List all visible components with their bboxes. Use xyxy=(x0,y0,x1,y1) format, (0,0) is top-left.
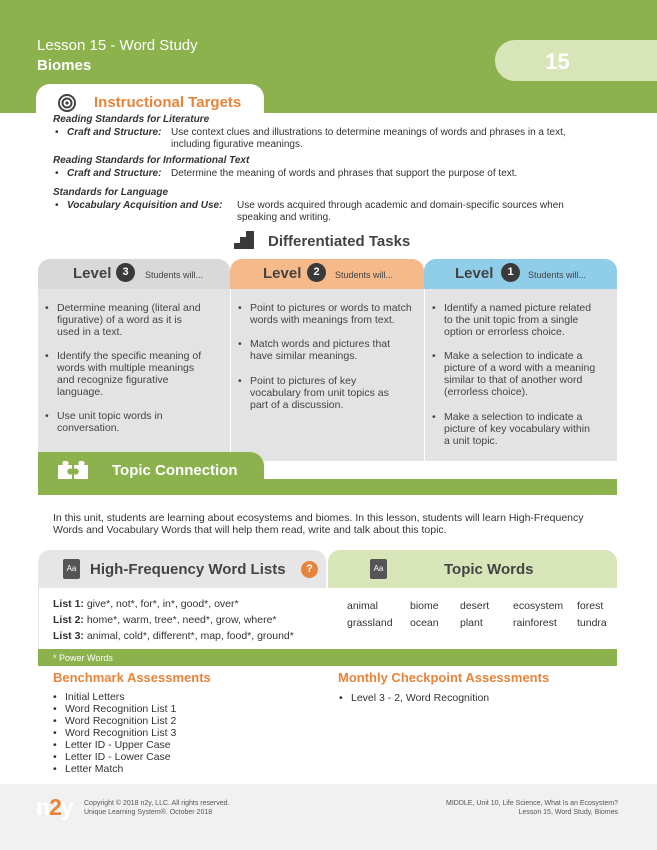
topic-word: grassland xyxy=(347,617,393,629)
benchmark-item: • Word Recognition List 2 xyxy=(53,715,177,727)
topic-word: forest xyxy=(577,600,604,612)
topic-word: animal xyxy=(347,600,378,612)
level-label: Level xyxy=(263,265,302,282)
bullet-icon: • xyxy=(53,715,57,727)
bullet-icon: • xyxy=(53,703,57,715)
task-item: • Identify the specific meaning of words with multiple meanings and recognize figurative language. xyxy=(45,350,202,398)
students-will-label: Students will... xyxy=(528,270,587,280)
help-icon[interactable]: ? xyxy=(301,561,318,578)
monthly-checkpoint-item: • Level 3 - 2, Word Recognition xyxy=(339,692,490,704)
level-number-badge: 1 xyxy=(501,263,520,282)
bullet-icon: • xyxy=(432,302,436,314)
bullet-icon: • xyxy=(45,302,49,314)
bullet-icon: • xyxy=(55,168,59,179)
level-number-badge: 2 xyxy=(307,263,326,282)
word-book-icon: Aa xyxy=(370,559,387,579)
standard-item xyxy=(55,168,615,182)
level-2-tab xyxy=(230,259,424,289)
task-item: • Point to pictures or words to match words with meanings from text. xyxy=(238,302,412,326)
standard-heading: Reading Standards for Informational Text xyxy=(53,155,250,166)
bullet-icon: • xyxy=(55,200,59,211)
topic-word: ocean xyxy=(410,617,439,629)
page-footer xyxy=(0,784,657,850)
power-words-bar xyxy=(38,649,617,666)
standard-label: Vocabulary Acquisition and Use: xyxy=(67,200,223,211)
standard-text: speaking and writing. xyxy=(237,212,331,223)
task-item: • Identify a named picture related to the unit topic from a single option or errorless choice. xyxy=(432,302,592,338)
topic-word: desert xyxy=(460,600,490,612)
instructional-targets-title: Instructional Targets xyxy=(94,94,242,111)
benchmark-item: • Word Recognition List 3 xyxy=(53,727,177,739)
word-list-row: List 3: animal, cold*, different*, map, food*, ground* xyxy=(53,630,294,642)
bullet-icon: • xyxy=(238,338,242,350)
bullet-icon: • xyxy=(238,302,242,314)
standard-heading: Reading Standards for Literature xyxy=(53,114,210,125)
bullet-icon: • xyxy=(339,692,343,704)
power-words-note: * Power Words xyxy=(53,653,113,663)
standard-item xyxy=(55,127,615,153)
unit-reference: MIDDLE, Unit 10, Life Science, What Is an Ecosystem? Lesson 15, Word Study, Biomes xyxy=(446,800,618,816)
students-will-label: Students will... xyxy=(145,270,204,280)
task-item: • Determine meaning (literal and figurative) of a word as it is used in a text. xyxy=(45,302,201,338)
topic-connection-text: In this unit, students are learning about ecosystems and biomes. In this lesson, students will learn High-Frequency Words and Vocabulary Words that will help them read, write and talk about this topic. xyxy=(53,512,584,536)
topic-word: plant xyxy=(460,617,483,629)
standard-text: including figurative meanings. xyxy=(171,139,303,150)
word-book-icon: Aa xyxy=(63,559,80,579)
lesson-number-badge xyxy=(495,40,657,81)
level-label: Level xyxy=(455,265,494,282)
topic-word: biome xyxy=(410,600,439,612)
task-item: • Match words and pictures that have similar meanings. xyxy=(238,338,391,362)
word-list-row: List 2: home*, warm, tree*, need*, grow, where* xyxy=(53,614,277,626)
task-item: • Make a selection to indicate a picture of key vocabulary within a unit topic. xyxy=(432,411,590,447)
standard-label: Craft and Structure: xyxy=(67,127,162,138)
high-frequency-title: High-Frequency Word Lists xyxy=(90,561,286,578)
level-number-badge: 3 xyxy=(116,263,135,282)
standard-text: Determine the meaning of words and phrases that support the purpose of text. xyxy=(171,168,518,179)
benchmark-item: • Letter ID - Lower Case xyxy=(53,751,171,763)
bullet-icon: • xyxy=(432,350,436,362)
task-item: • Point to pictures of key vocabulary from unit topics as part of a discussion. xyxy=(238,375,389,411)
topic-words-title: Topic Words xyxy=(444,561,534,578)
bullet-icon: • xyxy=(53,739,57,751)
task-item: • Make a selection to indicate a picture of a word with a meaning similar to that of another word (errorless choice). xyxy=(432,350,596,398)
standard-text: Use words acquired through academic and domain-specific sources when xyxy=(237,200,564,211)
bullet-icon: • xyxy=(55,127,59,138)
n2y-logo: n2y xyxy=(36,794,73,820)
copyright-text: Copyright © 2018 n2y, LLC. All rights reserved. Unique Learning System®. October 2018 xyxy=(84,800,230,816)
monthly-checkpoint-title: Monthly Checkpoint Assessments xyxy=(338,670,550,685)
lesson-title: Lesson 15 - Word Study xyxy=(37,37,198,54)
students-will-label: Students will... xyxy=(335,270,394,280)
puzzle-icon xyxy=(58,461,88,479)
standard-heading: Standards for Language xyxy=(53,187,169,198)
standard-label: Craft and Structure: xyxy=(67,168,162,179)
bullet-icon: • xyxy=(45,410,49,422)
bullet-icon: • xyxy=(53,751,57,763)
bullet-icon: • xyxy=(53,691,57,703)
topic-word: ecosystem xyxy=(513,600,564,612)
differentiated-tasks-title: Differentiated Tasks xyxy=(268,233,411,250)
standard-item xyxy=(55,200,615,226)
topic-word: rainforest xyxy=(513,617,557,629)
level-1-tab xyxy=(424,259,617,289)
topic-connection-title: Topic Connection xyxy=(112,462,238,479)
benchmark-item: • Letter ID - Upper Case xyxy=(53,739,171,751)
task-item: • Use unit topic words in conversation. xyxy=(45,410,163,434)
topic-word: tundra xyxy=(577,617,607,629)
bullet-icon: • xyxy=(53,763,57,775)
benchmark-item: • Word Recognition List 1 xyxy=(53,703,177,715)
stairs-icon xyxy=(234,231,254,249)
bullet-icon: • xyxy=(53,727,57,739)
word-list-row: List 1: give*, not*, for*, in*, good*, over* xyxy=(53,598,239,610)
target-icon xyxy=(58,94,76,112)
lesson-subtitle: Biomes xyxy=(37,57,92,74)
benchmark-title: Benchmark Assessments xyxy=(53,670,211,685)
level-label: Level xyxy=(73,265,112,282)
benchmark-item: • Initial Letters xyxy=(53,691,125,703)
bullet-icon: • xyxy=(45,350,49,362)
bullet-icon: • xyxy=(238,375,242,387)
lesson-number: 15 xyxy=(545,49,570,74)
benchmark-item: • Letter Match xyxy=(53,763,124,775)
bullet-icon: • xyxy=(432,411,436,423)
standard-text: Use context clues and illustrations to determine meanings of words and phrases in a text, xyxy=(171,127,566,138)
